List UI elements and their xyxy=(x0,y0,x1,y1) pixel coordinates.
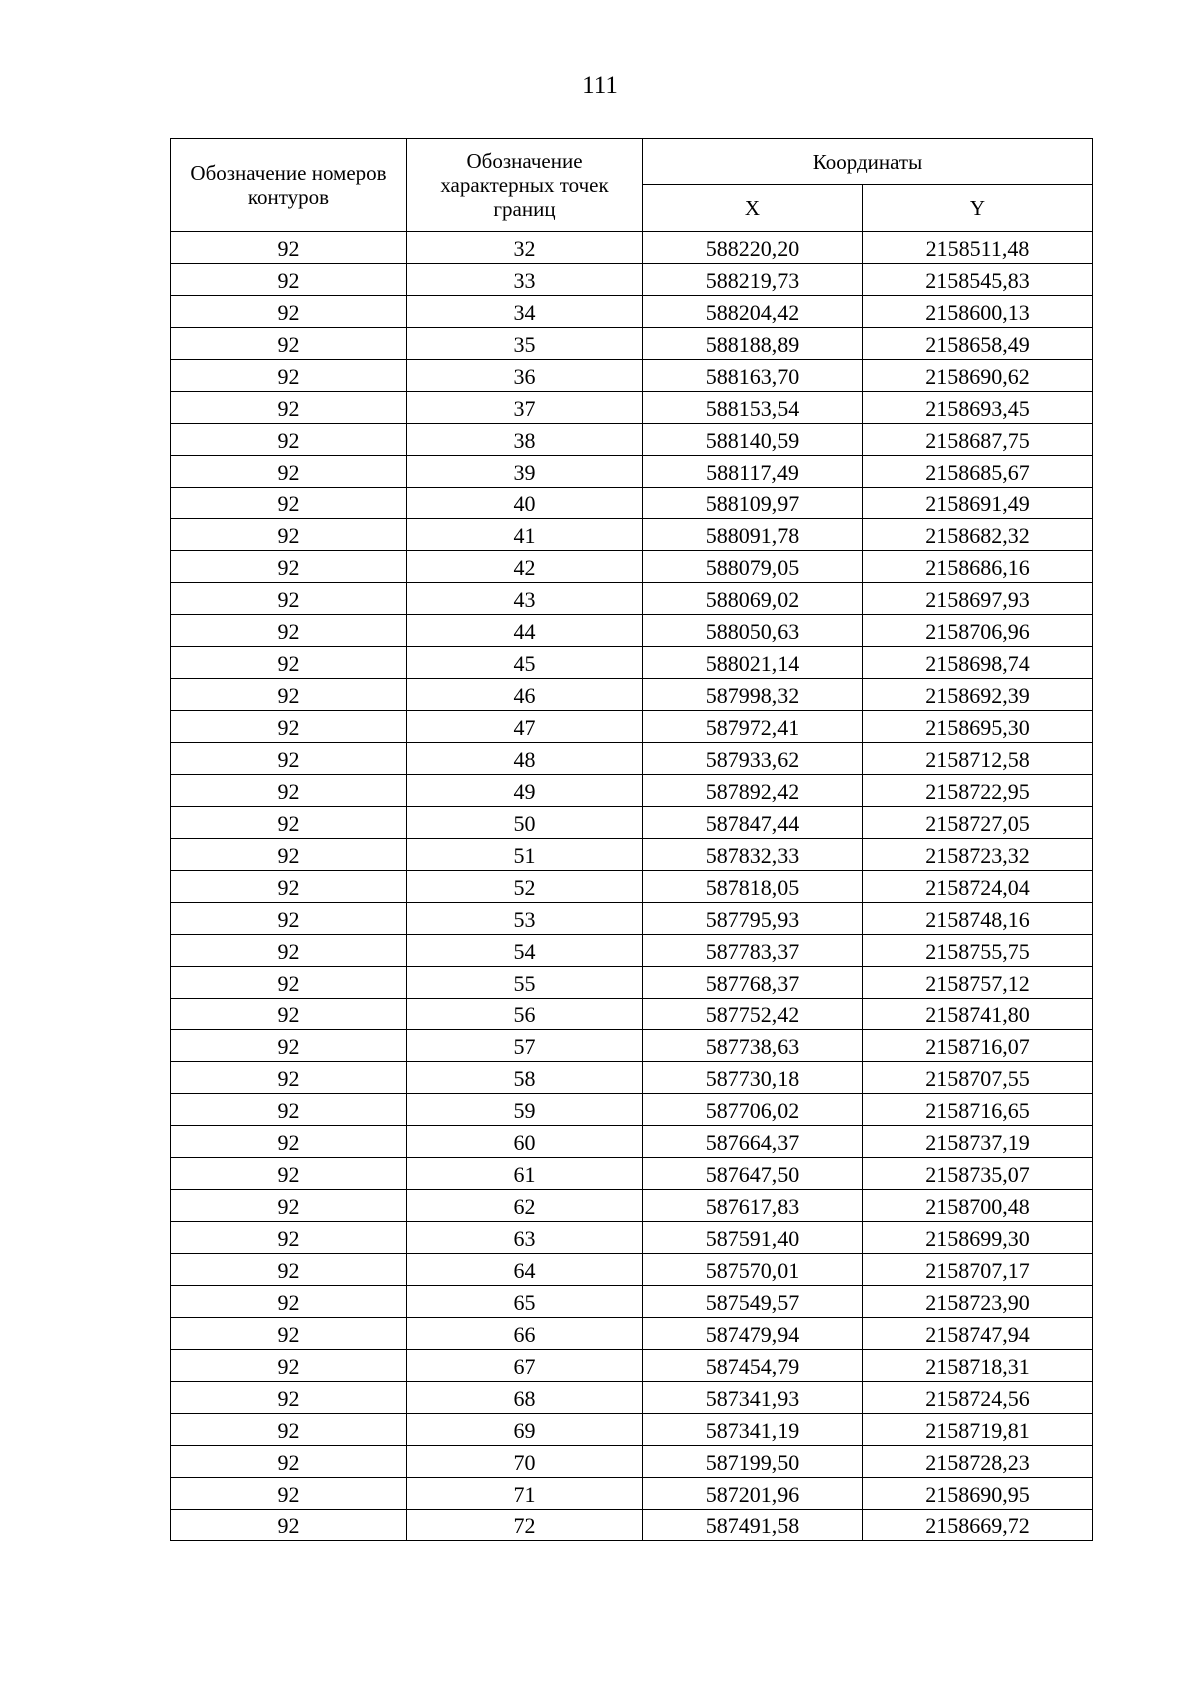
point-number-cell: 66 xyxy=(407,1317,643,1349)
contour-number-cell: 92 xyxy=(171,615,407,647)
contour-number-cell: 92 xyxy=(171,519,407,551)
page-number: 111 xyxy=(582,72,618,99)
table-row xyxy=(171,743,1093,775)
x-coordinate-cell: 587706,02 xyxy=(643,1094,863,1126)
point-number-cell: 33 xyxy=(407,263,643,295)
table-row xyxy=(171,1094,1093,1126)
point-number-cell: 44 xyxy=(407,615,643,647)
x-coordinate-cell: 588117,49 xyxy=(643,455,863,487)
y-coordinate-cell: 2158699,30 xyxy=(863,1222,1093,1254)
table-row xyxy=(171,391,1093,423)
point-number-cell: 71 xyxy=(407,1477,643,1509)
contour-number-cell: 92 xyxy=(171,1030,407,1062)
contour-number-cell: 92 xyxy=(171,1126,407,1158)
point-number-cell: 60 xyxy=(407,1126,643,1158)
y-coordinate-cell: 2158707,55 xyxy=(863,1062,1093,1094)
table-row xyxy=(171,806,1093,838)
table-row xyxy=(171,774,1093,806)
y-coordinate-cell: 2158728,23 xyxy=(863,1445,1093,1477)
x-coordinate-cell: 588069,02 xyxy=(643,583,863,615)
contour-number-cell: 92 xyxy=(171,902,407,934)
table-row xyxy=(171,583,1093,615)
point-number-cell: 45 xyxy=(407,647,643,679)
y-coordinate-cell: 2158737,19 xyxy=(863,1126,1093,1158)
table-row xyxy=(171,1381,1093,1413)
contour-number-cell: 92 xyxy=(171,583,407,615)
x-coordinate-cell: 587341,93 xyxy=(643,1381,863,1413)
table-row xyxy=(171,1190,1093,1222)
x-coordinate-cell: 587892,42 xyxy=(643,774,863,806)
table-row xyxy=(171,423,1093,455)
point-number-cell: 68 xyxy=(407,1381,643,1413)
header-coordinates: Координаты xyxy=(643,139,1093,185)
y-coordinate-cell: 2158727,05 xyxy=(863,806,1093,838)
contour-number-cell: 92 xyxy=(171,711,407,743)
contour-number-cell: 92 xyxy=(171,647,407,679)
table-row xyxy=(171,359,1093,391)
y-coordinate-cell: 2158545,83 xyxy=(863,263,1093,295)
coordinates-table xyxy=(170,138,1093,1541)
contour-number-cell: 92 xyxy=(171,998,407,1030)
x-coordinate-cell: 588204,42 xyxy=(643,295,863,327)
x-coordinate-cell: 587479,94 xyxy=(643,1317,863,1349)
y-coordinate-cell: 2158700,48 xyxy=(863,1190,1093,1222)
contour-number-cell: 92 xyxy=(171,295,407,327)
x-coordinate-cell: 587491,58 xyxy=(643,1509,863,1541)
x-coordinate-cell: 588140,59 xyxy=(643,423,863,455)
table-row xyxy=(171,519,1093,551)
point-number-cell: 59 xyxy=(407,1094,643,1126)
table-row xyxy=(171,551,1093,583)
table-row xyxy=(171,455,1093,487)
contour-number-cell: 92 xyxy=(171,838,407,870)
x-coordinate-cell: 587201,96 xyxy=(643,1477,863,1509)
point-number-cell: 48 xyxy=(407,743,643,775)
table-row xyxy=(171,711,1093,743)
table-row xyxy=(171,679,1093,711)
x-coordinate-cell: 588219,73 xyxy=(643,263,863,295)
y-coordinate-cell: 2158511,48 xyxy=(863,232,1093,264)
contour-number-cell: 92 xyxy=(171,1477,407,1509)
table-row xyxy=(171,1222,1093,1254)
x-coordinate-cell: 587730,18 xyxy=(643,1062,863,1094)
point-number-cell: 39 xyxy=(407,455,643,487)
table-row xyxy=(171,1254,1093,1286)
contour-number-cell: 92 xyxy=(171,1190,407,1222)
point-number-cell: 49 xyxy=(407,774,643,806)
contour-number-cell: 92 xyxy=(171,423,407,455)
x-coordinate-cell: 588220,20 xyxy=(643,232,863,264)
table-row xyxy=(171,487,1093,519)
table-row xyxy=(171,838,1093,870)
point-number-cell: 72 xyxy=(407,1509,643,1541)
point-number-cell: 57 xyxy=(407,1030,643,1062)
contour-number-cell: 92 xyxy=(171,487,407,519)
x-coordinate-cell: 587818,05 xyxy=(643,870,863,902)
point-number-cell: 61 xyxy=(407,1158,643,1190)
contour-number-cell: 92 xyxy=(171,1254,407,1286)
y-coordinate-cell: 2158706,96 xyxy=(863,615,1093,647)
x-coordinate-cell: 587768,37 xyxy=(643,966,863,998)
table-row xyxy=(171,615,1093,647)
y-coordinate-cell: 2158724,04 xyxy=(863,870,1093,902)
contour-number-cell: 92 xyxy=(171,1349,407,1381)
contour-number-cell: 92 xyxy=(171,1381,407,1413)
table-row xyxy=(171,934,1093,966)
y-coordinate-cell: 2158741,80 xyxy=(863,998,1093,1030)
y-coordinate-cell: 2158682,32 xyxy=(863,519,1093,551)
contour-number-cell: 92 xyxy=(171,455,407,487)
point-number-cell: 34 xyxy=(407,295,643,327)
contour-number-cell: 92 xyxy=(171,327,407,359)
y-coordinate-cell: 2158722,95 xyxy=(863,774,1093,806)
x-coordinate-cell: 587972,41 xyxy=(643,711,863,743)
contour-number-cell: 92 xyxy=(171,1509,407,1541)
contour-number-cell: 92 xyxy=(171,1222,407,1254)
x-coordinate-cell: 587647,50 xyxy=(643,1158,863,1190)
y-coordinate-cell: 2158735,07 xyxy=(863,1158,1093,1190)
point-number-cell: 53 xyxy=(407,902,643,934)
y-coordinate-cell: 2158600,13 xyxy=(863,295,1093,327)
y-coordinate-cell: 2158690,95 xyxy=(863,1477,1093,1509)
contour-number-cell: 92 xyxy=(171,263,407,295)
point-number-cell: 41 xyxy=(407,519,643,551)
table-body xyxy=(171,232,1093,1541)
x-coordinate-cell: 587454,79 xyxy=(643,1349,863,1381)
y-coordinate-cell: 2158693,45 xyxy=(863,391,1093,423)
contour-number-cell: 92 xyxy=(171,359,407,391)
table-row xyxy=(171,1509,1093,1541)
y-coordinate-cell: 2158669,72 xyxy=(863,1509,1093,1541)
table-header xyxy=(171,139,1093,232)
point-number-cell: 32 xyxy=(407,232,643,264)
contour-number-cell: 92 xyxy=(171,551,407,583)
point-number-cell: 67 xyxy=(407,1349,643,1381)
x-coordinate-cell: 587847,44 xyxy=(643,806,863,838)
contour-number-cell: 92 xyxy=(171,743,407,775)
y-coordinate-cell: 2158690,62 xyxy=(863,359,1093,391)
x-coordinate-cell: 588109,97 xyxy=(643,487,863,519)
table-row xyxy=(171,1126,1093,1158)
point-number-cell: 35 xyxy=(407,327,643,359)
point-number-cell: 65 xyxy=(407,1285,643,1317)
table-row xyxy=(171,870,1093,902)
x-coordinate-cell: 587832,33 xyxy=(643,838,863,870)
point-number-cell: 55 xyxy=(407,966,643,998)
table-row xyxy=(171,232,1093,264)
x-coordinate-cell: 588091,78 xyxy=(643,519,863,551)
contour-number-cell: 92 xyxy=(171,1094,407,1126)
y-coordinate-cell: 2158692,39 xyxy=(863,679,1093,711)
table-row xyxy=(171,998,1093,1030)
x-coordinate-cell: 588021,14 xyxy=(643,647,863,679)
table-row xyxy=(171,1285,1093,1317)
y-coordinate-cell: 2158687,75 xyxy=(863,423,1093,455)
y-coordinate-cell: 2158686,16 xyxy=(863,551,1093,583)
x-coordinate-cell: 587738,63 xyxy=(643,1030,863,1062)
y-coordinate-cell: 2158695,30 xyxy=(863,711,1093,743)
table-row xyxy=(171,1317,1093,1349)
contour-number-cell: 92 xyxy=(171,870,407,902)
x-coordinate-cell: 588188,89 xyxy=(643,327,863,359)
y-coordinate-cell: 2158716,07 xyxy=(863,1030,1093,1062)
table-row xyxy=(171,1062,1093,1094)
contour-number-cell: 92 xyxy=(171,1285,407,1317)
x-coordinate-cell: 587549,57 xyxy=(643,1285,863,1317)
y-coordinate-cell: 2158724,56 xyxy=(863,1381,1093,1413)
x-coordinate-cell: 587998,32 xyxy=(643,679,863,711)
y-coordinate-cell: 2158755,75 xyxy=(863,934,1093,966)
table-row xyxy=(171,1349,1093,1381)
point-number-cell: 69 xyxy=(407,1413,643,1445)
y-coordinate-cell: 2158685,67 xyxy=(863,455,1093,487)
x-coordinate-cell: 588079,05 xyxy=(643,551,863,583)
point-number-cell: 64 xyxy=(407,1254,643,1286)
y-coordinate-cell: 2158723,32 xyxy=(863,838,1093,870)
contour-number-cell: 92 xyxy=(171,966,407,998)
table-row xyxy=(171,1413,1093,1445)
x-coordinate-cell: 588153,54 xyxy=(643,391,863,423)
point-number-cell: 46 xyxy=(407,679,643,711)
x-coordinate-cell: 587795,93 xyxy=(643,902,863,934)
header-boundary-points: Обозначение характерных точек границ xyxy=(407,139,643,232)
contour-number-cell: 92 xyxy=(171,774,407,806)
contour-number-cell: 92 xyxy=(171,679,407,711)
x-coordinate-cell: 587933,62 xyxy=(643,743,863,775)
point-number-cell: 47 xyxy=(407,711,643,743)
point-number-cell: 63 xyxy=(407,1222,643,1254)
x-coordinate-cell: 587664,37 xyxy=(643,1126,863,1158)
table-row xyxy=(171,647,1093,679)
x-coordinate-cell: 588163,70 xyxy=(643,359,863,391)
table-row xyxy=(171,1158,1093,1190)
point-number-cell: 43 xyxy=(407,583,643,615)
table-row xyxy=(171,902,1093,934)
point-number-cell: 37 xyxy=(407,391,643,423)
point-number-cell: 50 xyxy=(407,806,643,838)
table-row xyxy=(171,1477,1093,1509)
contour-number-cell: 92 xyxy=(171,806,407,838)
table-row xyxy=(171,295,1093,327)
point-number-cell: 70 xyxy=(407,1445,643,1477)
point-number-cell: 38 xyxy=(407,423,643,455)
y-coordinate-cell: 2158723,90 xyxy=(863,1285,1093,1317)
y-coordinate-cell: 2158747,94 xyxy=(863,1317,1093,1349)
header-y: Y xyxy=(863,185,1093,232)
table-row xyxy=(171,1445,1093,1477)
y-coordinate-cell: 2158748,16 xyxy=(863,902,1093,934)
point-number-cell: 62 xyxy=(407,1190,643,1222)
x-coordinate-cell: 587199,50 xyxy=(643,1445,863,1477)
x-coordinate-cell: 587617,83 xyxy=(643,1190,863,1222)
y-coordinate-cell: 2158697,93 xyxy=(863,583,1093,615)
point-number-cell: 58 xyxy=(407,1062,643,1094)
point-number-cell: 51 xyxy=(407,838,643,870)
point-number-cell: 54 xyxy=(407,934,643,966)
table-row xyxy=(171,327,1093,359)
x-coordinate-cell: 587783,37 xyxy=(643,934,863,966)
point-number-cell: 40 xyxy=(407,487,643,519)
table-row xyxy=(171,263,1093,295)
point-number-cell: 42 xyxy=(407,551,643,583)
y-coordinate-cell: 2158757,12 xyxy=(863,966,1093,998)
point-number-cell: 36 xyxy=(407,359,643,391)
contour-number-cell: 92 xyxy=(171,391,407,423)
y-coordinate-cell: 2158658,49 xyxy=(863,327,1093,359)
contour-number-cell: 92 xyxy=(171,1062,407,1094)
x-coordinate-cell: 587591,40 xyxy=(643,1222,863,1254)
contour-number-cell: 92 xyxy=(171,1317,407,1349)
contour-number-cell: 92 xyxy=(171,1158,407,1190)
table-row xyxy=(171,966,1093,998)
x-coordinate-cell: 587570,01 xyxy=(643,1254,863,1286)
table-row xyxy=(171,1030,1093,1062)
y-coordinate-cell: 2158712,58 xyxy=(863,743,1093,775)
header-contour-number: Обозначение номеров контуров xyxy=(171,139,407,232)
x-coordinate-cell: 588050,63 xyxy=(643,615,863,647)
contour-number-cell: 92 xyxy=(171,232,407,264)
x-coordinate-cell: 587341,19 xyxy=(643,1413,863,1445)
y-coordinate-cell: 2158698,74 xyxy=(863,647,1093,679)
point-number-cell: 56 xyxy=(407,998,643,1030)
contour-number-cell: 92 xyxy=(171,1413,407,1445)
y-coordinate-cell: 2158707,17 xyxy=(863,1254,1093,1286)
point-number-cell: 52 xyxy=(407,870,643,902)
contour-number-cell: 92 xyxy=(171,934,407,966)
y-coordinate-cell: 2158719,81 xyxy=(863,1413,1093,1445)
header-x: X xyxy=(643,185,863,232)
y-coordinate-cell: 2158691,49 xyxy=(863,487,1093,519)
y-coordinate-cell: 2158716,65 xyxy=(863,1094,1093,1126)
contour-number-cell: 92 xyxy=(171,1445,407,1477)
y-coordinate-cell: 2158718,31 xyxy=(863,1349,1093,1381)
x-coordinate-cell: 587752,42 xyxy=(643,998,863,1030)
